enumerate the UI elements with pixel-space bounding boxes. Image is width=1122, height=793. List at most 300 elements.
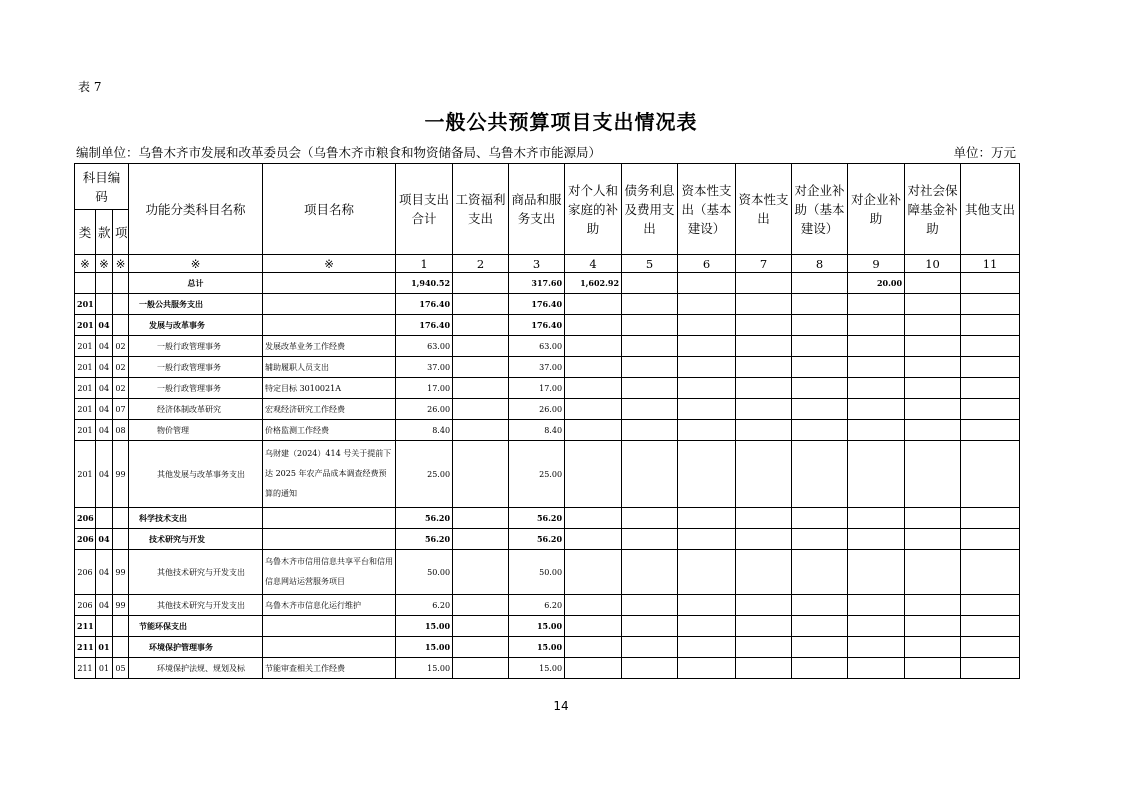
header-project-name: 项目名称 [263,164,396,255]
table-row [75,315,1020,336]
index-cell: 4 [565,255,622,273]
cell-social-fund [905,616,961,637]
cell-total: 63.00 [396,336,453,357]
header-enterprise-basic: 对企业补助（基本建设） [792,164,848,255]
cell-capital-basic [678,508,736,529]
cell-debt [622,294,678,315]
table-row [75,550,1020,595]
cell-debt [622,357,678,378]
cell-goods: 37.00 [509,357,565,378]
cell-capital [736,399,792,420]
page-title: 一般公共预算项目支出情况表 [424,110,698,134]
cell-debt [622,420,678,441]
cell-total: 15.00 [396,658,453,679]
cell-goods: 8.40 [509,420,565,441]
cell-wage [453,550,509,595]
cell-other [961,378,1020,399]
cell-enterprise [848,441,905,508]
cell-capital-basic [678,399,736,420]
cell-capital [736,616,792,637]
cell-total: 176.40 [396,315,453,336]
cell-social-fund [905,595,961,616]
index-cell: 8 [792,255,848,273]
cell-debt [622,508,678,529]
cell-debt [622,315,678,336]
cell-project-name [263,508,396,529]
cell-goods: 6.20 [509,595,565,616]
cell-project-name: 乌鲁木齐市信用信息共享平台和信用信息网站运营服务项目 [263,550,396,595]
cell-social-fund [905,336,961,357]
cell-enterprise [848,357,905,378]
cell-personal [565,336,622,357]
cell-personal [565,550,622,595]
cell-wage [453,273,509,294]
cell-code-xiang [113,637,129,658]
cell-capital [736,529,792,550]
cell-enterprise [848,378,905,399]
cell-other [961,508,1020,529]
cell-func-name: 发展与改革事务 [129,315,263,336]
header-personal: 对个人和家庭的补助 [565,164,622,255]
header-social-fund: 对社会保障基金补助 [905,164,961,255]
cell-total: 56.20 [396,508,453,529]
cell-project-name [263,315,396,336]
table-row [75,529,1020,550]
cell-func-name: 科学技术支出 [129,508,263,529]
cell-personal [565,420,622,441]
cell-code-kuan: 01 [96,658,113,679]
cell-capital [736,357,792,378]
index-cell: 5 [622,255,678,273]
cell-func-name: 其他发展与改革事务支出 [129,441,263,508]
cell-enterprise-basic [792,595,848,616]
cell-func-name: 其他技术研究与开发支出 [129,595,263,616]
cell-capital-basic [678,273,736,294]
cell-personal: 1,602.92 [565,273,622,294]
cell-total: 17.00 [396,378,453,399]
cell-other [961,441,1020,508]
header-capital: 资本性支出 [736,164,792,255]
table-row [75,595,1020,616]
cell-code-lei: 206 [75,595,96,616]
cell-code-xiang: 02 [113,336,129,357]
cell-code-lei: 201 [75,399,96,420]
cell-code-xiang [113,273,129,294]
cell-debt [622,595,678,616]
cell-goods: 63.00 [509,336,565,357]
cell-other [961,637,1020,658]
cell-enterprise-basic [792,529,848,550]
cell-total: 1,940.52 [396,273,453,294]
cell-code-kuan [96,294,113,315]
cell-code-kuan: 04 [96,595,113,616]
cell-code-xiang: 02 [113,357,129,378]
cell-code-lei: 211 [75,658,96,679]
cell-code-kuan: 04 [96,378,113,399]
cell-total: 15.00 [396,637,453,658]
header-capital-basic: 资本性支出（基本建设） [678,164,736,255]
cell-total: 8.40 [396,420,453,441]
cell-func-name: 一般行政管理事务 [129,336,263,357]
cell-debt [622,378,678,399]
expenditure-table [74,163,1020,679]
unit-label: 单位：万元 [953,145,1016,160]
cell-social-fund [905,441,961,508]
cell-social-fund [905,550,961,595]
cell-wage [453,441,509,508]
cell-enterprise [848,550,905,595]
header-func-name: 功能分类科目名称 [129,164,263,255]
cell-personal [565,399,622,420]
cell-personal [565,294,622,315]
cell-enterprise-basic [792,336,848,357]
cell-code-kuan [96,273,113,294]
cell-code-lei: 201 [75,441,96,508]
table-row [75,357,1020,378]
cell-code-xiang: 02 [113,378,129,399]
cell-social-fund [905,315,961,336]
cell-enterprise-basic [792,273,848,294]
cell-code-lei: 206 [75,529,96,550]
cell-social-fund [905,529,961,550]
cell-enterprise [848,294,905,315]
cell-func-name: 总计 [129,273,263,294]
cell-wage [453,294,509,315]
cell-project-name [263,616,396,637]
cell-personal [565,508,622,529]
index-cell: 7 [736,255,792,273]
cell-personal [565,595,622,616]
cell-enterprise: 20.00 [848,273,905,294]
cell-social-fund [905,399,961,420]
cell-capital [736,658,792,679]
cell-capital [736,637,792,658]
cell-capital-basic [678,315,736,336]
compiling-unit: 编制单位：乌鲁木齐市发展和改革委员会（乌鲁木齐市粮食和物资储备局、乌鲁木齐市能源局） [76,145,602,160]
cell-personal [565,616,622,637]
cell-goods: 56.20 [509,529,565,550]
cell-capital [736,336,792,357]
cell-code-kuan: 04 [96,420,113,441]
cell-code-xiang: 99 [113,550,129,595]
cell-wage [453,357,509,378]
cell-goods: 176.40 [509,315,565,336]
cell-code-lei: 201 [75,357,96,378]
cell-enterprise [848,420,905,441]
cell-enterprise [848,637,905,658]
cell-capital [736,550,792,595]
cell-func-name: 环境保护法规、规划及标 [129,658,263,679]
cell-enterprise-basic [792,550,848,595]
cell-social-fund [905,420,961,441]
cell-project-name: 价格监测工作经费 [263,420,396,441]
cell-total: 25.00 [396,441,453,508]
cell-project-name: 节能审查相关工作经费 [263,658,396,679]
cell-other [961,658,1020,679]
cell-enterprise-basic [792,616,848,637]
cell-capital-basic [678,357,736,378]
cell-code-kuan: 04 [96,336,113,357]
cell-project-name: 乌财建（2024）414 号关于提前下达 2025 年农产品成本调查经费预算的通知 [263,441,396,508]
index-cell: 11 [961,255,1020,273]
cell-project-name [263,529,396,550]
cell-debt [622,399,678,420]
cell-goods: 25.00 [509,441,565,508]
cell-other [961,357,1020,378]
index-cell: 10 [905,255,961,273]
cell-func-name: 环境保护管理事务 [129,637,263,658]
cell-enterprise-basic [792,508,848,529]
cell-code-xiang: 99 [113,595,129,616]
cell-code-kuan [96,508,113,529]
index-cell: 1 [396,255,453,273]
cell-project-name [263,273,396,294]
cell-debt [622,441,678,508]
cell-func-name: 物价管理 [129,420,263,441]
cell-personal [565,529,622,550]
cell-goods: 317.60 [509,273,565,294]
cell-total: 176.40 [396,294,453,315]
cell-wage [453,616,509,637]
cell-code-lei: 201 [75,294,96,315]
cell-capital-basic [678,616,736,637]
cell-social-fund [905,637,961,658]
cell-goods: 56.20 [509,508,565,529]
cell-project-name [263,637,396,658]
cell-code-lei: 206 [75,550,96,595]
cell-personal [565,441,622,508]
header-lei: 类 [75,210,96,255]
index-cell: ※ [129,255,263,273]
header-debt: 债务利息及费用支出 [622,164,678,255]
header-xiang: 项 [113,210,129,255]
header-code-group: 科目编码 [75,164,129,210]
table-label: 表 7 [78,80,102,94]
cell-personal [565,658,622,679]
cell-code-lei: 211 [75,616,96,637]
cell-project-name: 发展改革业务工作经费 [263,336,396,357]
cell-capital-basic [678,336,736,357]
cell-capital [736,273,792,294]
index-cell: ※ [75,255,96,273]
cell-enterprise [848,595,905,616]
header-total: 项目支出合计 [396,164,453,255]
cell-goods: 15.00 [509,616,565,637]
cell-wage [453,336,509,357]
cell-project-name [263,294,396,315]
cell-goods: 17.00 [509,378,565,399]
cell-total: 15.00 [396,616,453,637]
cell-func-name: 技术研究与开发 [129,529,263,550]
cell-func-name: 一般公共服务支出 [129,294,263,315]
cell-project-name: 特定目标 3010021A [263,378,396,399]
cell-capital [736,378,792,399]
cell-code-kuan [96,616,113,637]
cell-enterprise [848,658,905,679]
cell-social-fund [905,357,961,378]
cell-wage [453,315,509,336]
cell-social-fund [905,378,961,399]
cell-enterprise [848,336,905,357]
cell-code-kuan: 04 [96,357,113,378]
table-row [75,420,1020,441]
cell-capital [736,508,792,529]
cell-enterprise [848,399,905,420]
cell-code-kuan: 04 [96,399,113,420]
cell-debt [622,529,678,550]
cell-other [961,336,1020,357]
cell-debt [622,336,678,357]
cell-code-lei: 201 [75,378,96,399]
cell-personal [565,637,622,658]
cell-enterprise-basic [792,357,848,378]
cell-enterprise-basic [792,637,848,658]
header-kuan: 款 [96,210,113,255]
cell-debt [622,658,678,679]
cell-code-kuan: 04 [96,550,113,595]
cell-code-xiang [113,529,129,550]
cell-social-fund [905,508,961,529]
cell-wage [453,508,509,529]
cell-code-xiang [113,508,129,529]
cell-code-kuan: 01 [96,637,113,658]
cell-total: 26.00 [396,399,453,420]
header-other: 其他支出 [961,164,1020,255]
cell-debt [622,637,678,658]
header-enterprise: 对企业补助 [848,164,905,255]
table-row [75,294,1020,315]
cell-project-name: 乌鲁木齐市信息化运行维护 [263,595,396,616]
cell-other [961,420,1020,441]
cell-enterprise-basic [792,378,848,399]
cell-other [961,529,1020,550]
table-row [75,441,1020,508]
cell-code-kuan: 04 [96,441,113,508]
cell-capital-basic [678,420,736,441]
page-number: 14 [553,699,569,713]
cell-func-name: 节能环保支出 [129,616,263,637]
cell-social-fund [905,294,961,315]
cell-enterprise [848,315,905,336]
cell-code-lei: 211 [75,637,96,658]
cell-code-xiang: 99 [113,441,129,508]
cell-func-name: 经济体制改革研究 [129,399,263,420]
cell-capital [736,420,792,441]
cell-code-kuan: 04 [96,529,113,550]
cell-debt [622,273,678,294]
cell-code-lei: 201 [75,336,96,357]
cell-project-name: 宏观经济研究工作经费 [263,399,396,420]
header-wage: 工资福利支出 [453,164,509,255]
cell-enterprise [848,616,905,637]
index-cell: ※ [113,255,129,273]
cell-capital-basic [678,595,736,616]
cell-total: 6.20 [396,595,453,616]
cell-capital-basic [678,441,736,508]
header-goods: 商品和服务支出 [509,164,565,255]
cell-capital-basic [678,378,736,399]
cell-debt [622,616,678,637]
cell-capital [736,315,792,336]
cell-capital [736,294,792,315]
cell-goods: 176.40 [509,294,565,315]
cell-code-lei: 201 [75,420,96,441]
cell-enterprise-basic [792,315,848,336]
cell-code-xiang: 07 [113,399,129,420]
cell-goods: 15.00 [509,658,565,679]
cell-func-name: 一般行政管理事务 [129,378,263,399]
cell-project-name: 辅助履职人员支出 [263,357,396,378]
index-cell: 3 [509,255,565,273]
cell-other [961,294,1020,315]
cell-func-name: 其他技术研究与开发支出 [129,550,263,595]
cell-code-xiang: 05 [113,658,129,679]
table-row [75,336,1020,357]
cell-other [961,595,1020,616]
index-cell: ※ [96,255,113,273]
cell-wage [453,378,509,399]
index-cell: 6 [678,255,736,273]
cell-social-fund [905,658,961,679]
cell-wage [453,529,509,550]
cell-wage [453,595,509,616]
cell-total: 50.00 [396,550,453,595]
cell-code-xiang [113,294,129,315]
cell-capital [736,441,792,508]
cell-enterprise-basic [792,658,848,679]
cell-total: 56.20 [396,529,453,550]
index-cell: 9 [848,255,905,273]
cell-other [961,550,1020,595]
cell-code-xiang [113,315,129,336]
cell-goods: 15.00 [509,637,565,658]
table-row [75,616,1020,637]
cell-code-xiang [113,616,129,637]
cell-debt [622,550,678,595]
cell-other [961,273,1020,294]
cell-personal [565,315,622,336]
table-row [75,399,1020,420]
cell-enterprise-basic [792,420,848,441]
table-row [75,637,1020,658]
cell-capital [736,595,792,616]
cell-other [961,616,1020,637]
table-row [75,273,1020,294]
index-cell: ※ [263,255,396,273]
cell-total: 37.00 [396,357,453,378]
cell-enterprise-basic [792,399,848,420]
cell-capital-basic [678,294,736,315]
cell-goods: 50.00 [509,550,565,595]
cell-enterprise-basic [792,294,848,315]
cell-wage [453,399,509,420]
cell-capital-basic [678,637,736,658]
cell-code-lei: 206 [75,508,96,529]
table-row [75,378,1020,399]
index-row [75,255,1020,273]
cell-capital-basic [678,529,736,550]
table-row [75,658,1020,679]
cell-personal [565,357,622,378]
cell-code-xiang: 08 [113,420,129,441]
cell-wage [453,658,509,679]
cell-capital-basic [678,658,736,679]
cell-wage [453,637,509,658]
cell-social-fund [905,273,961,294]
cell-goods: 26.00 [509,399,565,420]
cell-other [961,315,1020,336]
cell-func-name: 一般行政管理事务 [129,357,263,378]
